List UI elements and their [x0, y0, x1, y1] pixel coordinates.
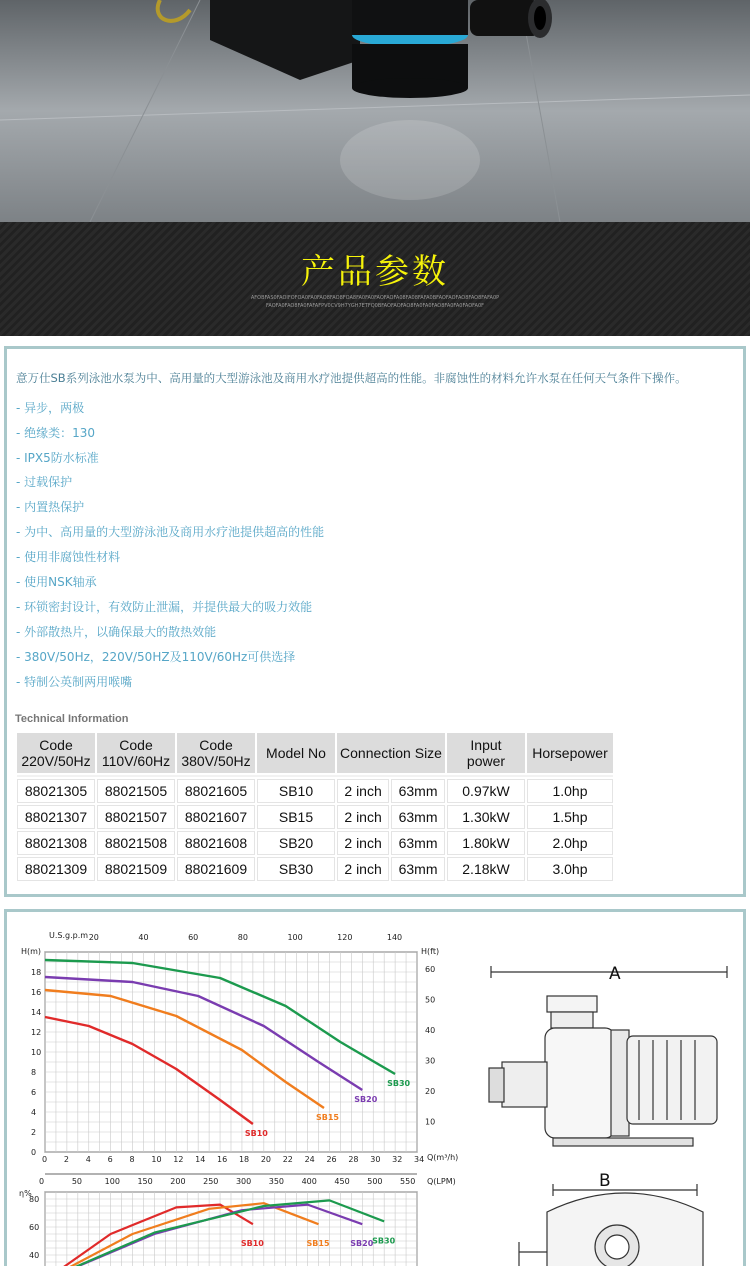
x-tick-label: 10 [151, 1155, 162, 1164]
table-cell: 88021508 [97, 831, 175, 855]
lpm-tick-label: 300 [235, 1177, 252, 1186]
lpm-tick-label: 550 [400, 1177, 416, 1186]
x-tick-label: 34 [414, 1155, 425, 1164]
gpm-tick-label: 20 [88, 933, 99, 942]
spec-table [15, 731, 615, 883]
lpm-tick-label: 150 [137, 1177, 153, 1186]
x-tick-label: 24 [304, 1155, 315, 1164]
ft-tick-label: 60 [425, 965, 436, 975]
efficiency-series-label: SB10 [240, 1239, 264, 1249]
y-axis-label: H(m) [21, 947, 42, 956]
table-cell: 1.30kW [447, 805, 525, 829]
ft-tick-label: 40 [425, 1026, 436, 1036]
x-tick-label: 6 [107, 1155, 113, 1164]
header-line: power [466, 753, 506, 769]
series-label: SB30 [387, 1079, 411, 1088]
table-cell: 88021607 [177, 805, 255, 829]
efficiency-series-label: SB15 [306, 1239, 330, 1249]
gpm-tick-label: 140 [386, 933, 403, 942]
feature-item: - 380V/50Hz，220V/50HZ及110V/60Hz可供选择 [16, 650, 296, 664]
feature-item: - 特制公英制两用喉嘴 [16, 675, 133, 689]
x-tick-label: 4 [85, 1155, 91, 1164]
table-cell: 88021609 [177, 857, 255, 881]
lpm-tick-label: 400 [301, 1177, 317, 1186]
x-axis-label: Q(m³/h) [427, 1153, 459, 1162]
efficiency-series-label: SB30 [372, 1236, 396, 1246]
feature-item: - 外部散热片，以确保最大的散热效能 [16, 625, 217, 639]
efficiency-tick-label: 60 [29, 1223, 40, 1232]
header-connection-size: Connection Size [337, 733, 445, 773]
feature-item: - 使用NSK轴承 [16, 575, 97, 589]
feature-item: - 使用非腐蚀性材料 [16, 550, 121, 564]
y-tick-label: 16 [31, 988, 42, 997]
x2-axis-label: Q(LPM) [427, 1177, 456, 1186]
x-tick-label: 16 [217, 1155, 228, 1164]
table-cell: 2.18kW [447, 857, 525, 881]
header-line: Code [39, 737, 73, 753]
header-code-110 [97, 733, 175, 773]
banner-title: 产品参数 [301, 252, 449, 292]
x-tick-label: 22 [282, 1155, 293, 1164]
lpm-tick-label: 0 [39, 1177, 45, 1186]
table-cell: 63mm [391, 805, 445, 829]
gpm-tick-label: 40 [138, 933, 149, 942]
lpm-tick-label: 200 [170, 1177, 186, 1186]
lpm-tick-label: 100 [104, 1177, 120, 1186]
header-line: 380V/50Hz [181, 753, 251, 769]
gpm-tick-label: 60 [188, 933, 199, 942]
table-row [17, 857, 613, 881]
y-tick-label: 2 [31, 1128, 37, 1137]
table-cell: SB10 [257, 779, 335, 803]
feature-item: - 内置热保护 [16, 500, 85, 514]
table-row [17, 805, 613, 829]
y2-axis-label: H(ft) [421, 947, 440, 956]
x-tick-label: 2 [63, 1155, 69, 1164]
table-cell: 1.5hp [527, 805, 613, 829]
drawing-label-a: A [609, 964, 621, 984]
pump-drawing-b [519, 1184, 703, 1266]
ft-tick-label: 30 [425, 1056, 436, 1066]
intro-text: 意万仕SB系列泳池水泵为中、高用量的大型游泳池及商用水疗池提供超高的性能。非腐蚀性的材料允许水泵在任何天气条件下操作。 [16, 371, 687, 385]
table-cell: 88021505 [97, 779, 175, 803]
table-cell: SB30 [257, 857, 335, 881]
lpm-tick-label: 350 [268, 1177, 285, 1186]
efficiency-tick-label: 80 [29, 1195, 40, 1204]
table-cell: 88021605 [177, 779, 255, 803]
header-input-power [447, 733, 525, 773]
header-code-380 [177, 733, 255, 773]
x-tick-label: 8 [129, 1155, 135, 1164]
ft-tick-label: 50 [425, 995, 436, 1005]
header-line: Input [470, 737, 502, 753]
table-row [17, 779, 613, 803]
efficiency-axis-label: η% [19, 1189, 32, 1198]
banner-subtitle: AFOBFAS0FAOIFOFOA0FA0FAO8FAO8FOA8FA0FA0FAOFAOFA08FA08FAFA0BFAOFAOFAO8FAO8FAFA0PFAOFA0FAO8FA0FAFAFPV0CV9H7YGH7ETFQ0BFAOFAOFAO8FA0FA0FAO8FA0FA0FAOFA0F [250, 295, 500, 309]
x-tick-label: 26 [326, 1155, 337, 1164]
y-tick-label: 0 [31, 1148, 37, 1157]
top-axis-label: U.S.g.p.m [49, 931, 89, 940]
feature-item: - 为中、高用量的大型游泳池及商用水疗池提供超高的性能 [16, 525, 325, 539]
header-model-no: Model No [257, 733, 335, 773]
y-tick-label: 18 [31, 968, 42, 977]
table-cell: 1.0hp [527, 779, 613, 803]
technical-info-title: Technical Information [15, 713, 129, 725]
header-line: Code [199, 737, 233, 753]
table-cell: 63mm [391, 831, 445, 855]
performance-curves [7, 912, 743, 1266]
table-cell: 3.0hp [527, 857, 613, 881]
efficiency-tick-label: 40 [29, 1251, 40, 1260]
table-cell: 88021509 [97, 857, 175, 881]
ft-tick-label: 20 [425, 1087, 436, 1097]
x-tick-label: 30 [370, 1155, 381, 1164]
x-tick-label: 14 [195, 1155, 206, 1164]
x-tick-label: 12 [173, 1155, 184, 1164]
x-tick-label: 32 [392, 1155, 403, 1164]
x-tick-label: 28 [348, 1155, 359, 1164]
x-tick-label: 20 [260, 1155, 272, 1164]
x-tick-label: 18 [238, 1155, 250, 1164]
drawing-label-b: B [599, 1171, 611, 1191]
table-cell: 0.97kW [447, 779, 525, 803]
gpm-tick-label: 100 [287, 933, 303, 942]
gpm-tick-label: 120 [337, 933, 353, 942]
y-tick-label: 8 [31, 1068, 37, 1077]
header-line: 220V/50Hz [21, 753, 91, 769]
y-tick-label: 10 [31, 1048, 42, 1057]
feature-item: - 环锁密封设计，有效防止泄漏，并提供最大的吸力效能 [16, 600, 313, 614]
feature-item: - 异步，两极 [16, 401, 85, 415]
lpm-tick-label: 450 [334, 1177, 350, 1186]
table-cell: 88021608 [177, 831, 255, 855]
lpm-tick-label: 250 [203, 1177, 219, 1186]
efficiency-series-label: SB20 [350, 1239, 374, 1249]
lpm-tick-label: 500 [367, 1177, 383, 1186]
table-cell: 88021307 [17, 805, 95, 829]
table-cell: 88021309 [17, 857, 95, 881]
performance-section [4, 909, 746, 1266]
table-cell: 2 inch [337, 831, 389, 855]
y-tick-label: 4 [31, 1108, 37, 1117]
series-label: SB20 [354, 1095, 378, 1104]
header-code-220 [17, 733, 95, 773]
feature-item: - 过载保护 [16, 475, 73, 489]
table-cell: 2 inch [337, 779, 389, 803]
gpm-tick-label: 80 [237, 933, 248, 942]
table-cell: 2 inch [337, 857, 389, 881]
ft-tick-label: 10 [425, 1117, 436, 1127]
table-cell: 2 inch [337, 805, 389, 829]
x-tick-label: 0 [42, 1155, 48, 1164]
table-cell: 88021305 [17, 779, 95, 803]
series-label: SB10 [244, 1129, 268, 1138]
feature-item: - 绝缘类：130 [16, 426, 96, 440]
section-banner [0, 222, 750, 336]
series-label: SB15 [316, 1113, 339, 1122]
table-cell: 1.80kW [447, 831, 525, 855]
header-line: 110V/60Hz [101, 753, 171, 769]
feature-item: - IPX5防水标准 [16, 451, 99, 465]
y-tick-label: 12 [31, 1028, 42, 1037]
table-cell: 63mm [391, 857, 445, 881]
table-cell: 88021308 [17, 831, 95, 855]
product-photo [0, 0, 750, 222]
table-header-row [17, 733, 613, 773]
table-cell: SB20 [257, 831, 335, 855]
table-cell: 2.0hp [527, 831, 613, 855]
pump-drawing-a [489, 966, 727, 1146]
table-cell: 63mm [391, 779, 445, 803]
table-cell: 88021507 [97, 805, 175, 829]
lpm-tick-label: 50 [71, 1177, 83, 1186]
table-cell: SB15 [257, 805, 335, 829]
y-tick-label: 6 [31, 1088, 37, 1097]
spec-panel [4, 346, 746, 897]
pump-photo-illustration [0, 0, 750, 222]
header-horsepower: Horsepower [527, 733, 613, 773]
header-line: Code [119, 737, 153, 753]
y-tick-label: 14 [31, 1008, 42, 1017]
table-row [17, 831, 613, 855]
